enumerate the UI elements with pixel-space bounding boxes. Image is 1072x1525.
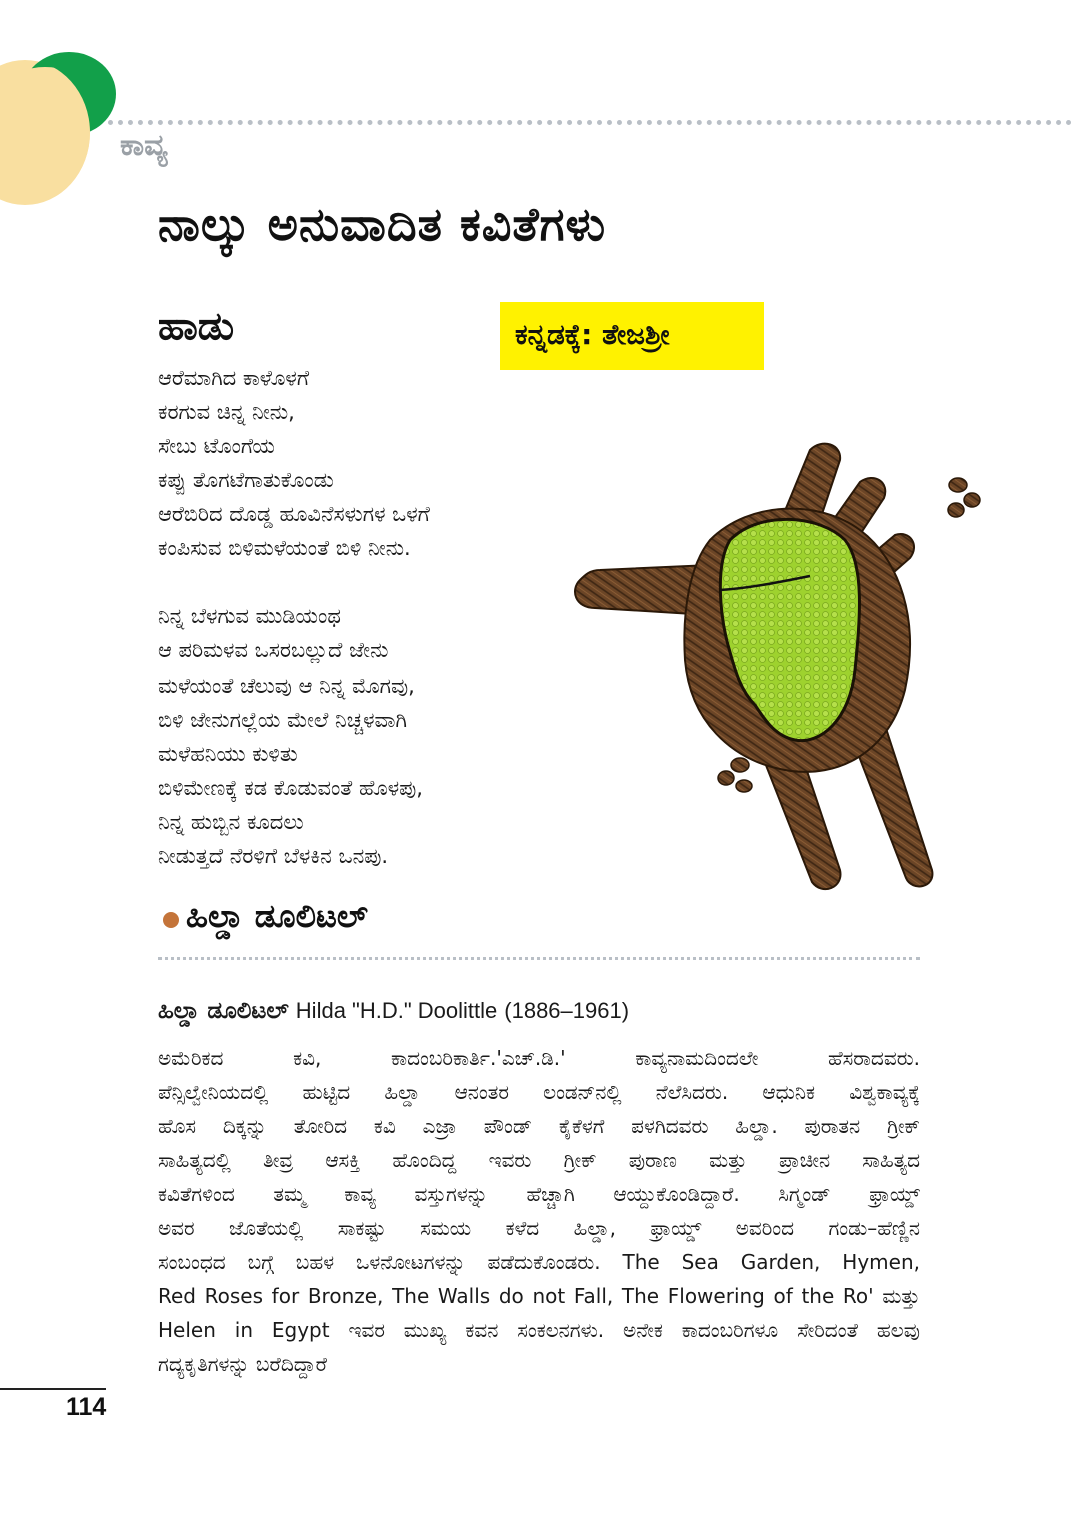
poem-line: ಕಂಪಿಸುವ ಬಿಳಿಮಳೆಯಂತೆ ಬಿಳಿ ನೀನು.	[158, 536, 411, 560]
poem-line: ಬಿಳಿ ಜೇನುಗಲ್ಲೆಯ ಮೇಲೆ ನಿಚ್ಚಳವಾಗಿ	[158, 708, 407, 732]
poem-line: ಆರೆಮಾಗಿದ ಕಾಳೊಳಗೆ	[158, 366, 310, 390]
bio-line: Helen in Egypt ಇವರ ಮುಖ್ಯ ಕವನ ಸಂಕಲನಗಳು. ಅನೇಕ ಕಾದಂಬರಿಗಳೂ ಸೇರಿದಂತೆ ಹಲವು	[158, 1318, 920, 1342]
poem-title: ಹಾಡು	[158, 304, 235, 348]
bio-line: ಕವಿತೆಗಳಿಂದ ತಮ್ಮ ಕಾವ್ಯ ವಸ್ತುಗಳನ್ನು ಹೆಚ್ಚಾಗಿ ಆಯ್ದುಕೊಂಡಿದ್ದಾರೆ. ಸಿಗ್ಮಂಡ್ ಫ್ರಾಯ್ಡ್	[158, 1182, 920, 1206]
author-name-kannada: ಹಿಲ್ಡಾ ಡೂಲಿಟಲ್	[158, 998, 289, 1024]
poem-line: ಮಳೆಹನಿಯು ಕುಳಿತು	[158, 742, 298, 766]
bullet-icon	[163, 912, 179, 928]
author-years: (1886–1961)	[504, 998, 630, 1023]
bio-line: ಅಮೆರಿಕದ ಕವಿ, ಕಾದಂಬರಿಕಾರ್ತಿ.'ಎಚ್.ಡಿ.' ಕಾವ್ಯನಾಮದಿಂದಲೇ ಹೆಸರಾದವರು.	[158, 1046, 920, 1070]
footer-rule	[0, 1388, 106, 1390]
bio-line: ಅವರ ಜೊತೆಯಲ್ಲಿ ಸಾಕಷ್ಟು ಸಮಯ ಕಳೆದ ಹಿಲ್ಡಾ, ಫ್ರಾಯ್ಡ್ ಅವರಿಂದ ಗಂಡು–ಹೆಣ್ಣಿನ	[158, 1216, 920, 1240]
bio-line: ಸಂಬಂಧದ ಬಗ್ಗೆ ಬಹಳ ಒಳನೋಟಗಳನ್ನು ಪಡೆದುಕೊಂಡರು. The Sea Garden, Hymen,	[158, 1250, 920, 1274]
translator-credit: ಕನ್ನಡಕ್ಕೆ: ತೇಜಶ್ರೀ	[515, 318, 670, 351]
poem-line: ಬಿಳಿಮೇಣಕ್ಕೆ ಕಡ ಕೊಡುವಂತೆ ಹೊಳಪು,	[158, 776, 423, 800]
author-name-english: Hilda "H.D." Doolittle	[295, 998, 498, 1023]
author-bio-heading	[158, 998, 629, 1024]
poem-line: ಕಪ್ಪು ತೊಗಟೆಗಾತುಕೊಂಡು	[158, 468, 334, 492]
page-title: ನಾಲ್ಕು ಅನುವಾದಿತ ಕವಿತೆಗಳು	[158, 197, 607, 251]
section-label: ಕಾವ್ಯ	[120, 128, 168, 163]
poem-line: ಆರೆಬಿರಿದ ದೊಡ್ಡ ಹೂವಿನೆಸಳುಗಳ ಒಳಗೆ	[158, 502, 430, 526]
author-heading: ಹಿಲ್ಡಾ ಡೂಲಿಟಲ್	[186, 897, 368, 935]
poem-line: ಸೇಬು ಟೊಂಗೆಯ	[158, 434, 275, 458]
bio-line: ಹೊಸ ದಿಕ್ಕನ್ನು ತೋರಿದ ಕವಿ ಎಜ್ರಾ ಪೌಂಡ್ ಕೈಕೆಳಗೆ ಪಳಗಿದವರು ಹಿಲ್ಡಾ. ಪುರಾತನ ಗ್ರೀಕ್	[158, 1114, 920, 1138]
page-number: 114	[66, 1393, 107, 1421]
bio-line: ಪೆನ್ಸಿಲ್ವೇನಿಯದಲ್ಲಿ ಹುಟ್ಟಿದ ಹಿಲ್ಡಾ ಆನಂತರ ಲಂಡನ್‌ನಲ್ಲಿ ನೆಲೆಸಿದರು. ಆಧುನಿಕ ವಿಶ್ವಕಾವ್ಯಕ್ಕೆ	[158, 1080, 920, 1104]
poem-line: ನಿನ್ನ ಬೆಳಗುವ ಮುಡಿಯಂಥ	[158, 604, 341, 628]
bio-line: ಗದ್ಯಕೃತಿಗಳನ್ನು ಬರೆದಿದ್ದಾರೆ	[158, 1352, 327, 1376]
bio-line: Red Roses for Bronze, The Walls do not Fall, The Flowering of the Ro' ಮತ್ತು	[158, 1284, 920, 1308]
poem-line: ಮಳೆಯಂತೆ ಚೆಲುವು ಆ ನಿನ್ನ ಮೊಗವು,	[158, 674, 415, 698]
section-dotted-rule	[158, 957, 920, 960]
poem-line: ಆ ಪರಿಮಳವ ಒಸರಬಲ್ಲುದೆ ಜೇನು	[158, 638, 389, 662]
hand-leaf-illustration-icon	[560, 430, 990, 900]
poem-line: ನೀಡುತ್ತದೆ ನೆರಳಿಗೆ ಬೆಳಕಿನ ಒನಪು.	[158, 844, 389, 868]
header-dotted-rule	[108, 120, 1072, 125]
poem-line: ನಿನ್ನ ಹುಬ್ಬಿನ ಕೂದಲು	[158, 810, 304, 834]
poem-line: ಕರಗುವ ಚಿನ್ನ ನೀನು,	[158, 400, 295, 424]
bio-line: ಸಾಹಿತ್ಯದಲ್ಲಿ ತೀವ್ರ ಆಸಕ್ತಿ ಹೊಂದಿದ್ದ ಇವರು ಗ್ರೀಕ್ ಪುರಾಣ ಮತ್ತು ಪ್ರಾಚೀನ ಸಾಹಿತ್ಯದ	[158, 1148, 920, 1172]
